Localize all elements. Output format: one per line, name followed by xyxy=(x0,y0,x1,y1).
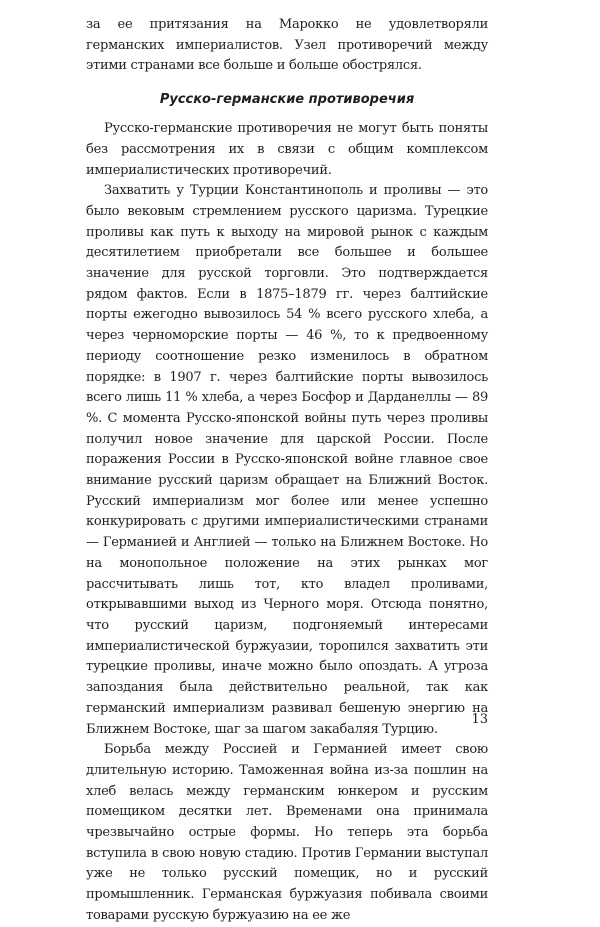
page-body xyxy=(86,15,488,927)
paragraph-straits: Захватить у Турции Константинополь и проливы — это было вековым стремлением русского царизма. Турецкие проливы как путь к выходу на мировой рынок с каждым десятилетием приобретали все большее и большее значение для русской торговли. Это подтверждается рядом фактов. Если в 1875–1879 гг. через балтийские порты ежегодно вывозилось 54 % всего русского хлеба, а через черноморские порты — 46 %, то к предвоенному периоду соотношение резко изменилось в обратном порядке: в 1907 г. через балтийские порты вывозилось всего лишь 11 % хлеба, а через Босфор и Дарданеллы — 89 %. С момента Русско-японской войны путь через проливы получил новое значение для царской России. После поражения России в Русско-японской войне главное свое внимание русский царизм обращает на Ближний Восток. Русский империализм мог более или менее успешно конкурировать с другими империалистическими странами — Германией и Англией — только на Ближнем Востоке. Но на монопольное положение на этих рынках мог рассчитывать лишь тот, кто владел проливами, открывавшими выход из Черного моря. Отсюда понятно, что русский царизм, подгоняемый интересами империалистической буржуазии, торопился захватить эти турецкие проливы, иначе можно было опоздать. А угроза запоздания была действительно реальной, так как германский империализм развивал бешеную энергию на Ближнем Востоке, шаг за шагом закабаляя Турцию. xyxy=(86,183,488,737)
page-number: 13 xyxy=(471,712,488,727)
paragraph-continued: за ее притязания на Марокко не удовлетворяли германских империалистов. Узел противоречий между этими странами все больше и больше обострялся. xyxy=(86,17,488,74)
section-heading: Русско-германские противоречия xyxy=(159,92,415,108)
paragraph-intro: Русско-германские противоречия не могут быть поняты без рассмотрения их в связи с общим комплексом империалистических противоречий. xyxy=(86,121,488,178)
paragraph-struggle: Борьба между Россией и Германией имеет свою длительную историю. Таможенная война из-за пошлин на хлеб велась между германским юнкером и русским помещиком десятки лет. Временами она принимала чрезвычайно острые формы. Но теперь эта борьба вступила в свою новую стадию. Против Германии выступал уже не только русский помещик, но и русский промышленник. Германская буржуазия побивала своими товарами русскую буржуазию на ее же xyxy=(86,742,488,923)
